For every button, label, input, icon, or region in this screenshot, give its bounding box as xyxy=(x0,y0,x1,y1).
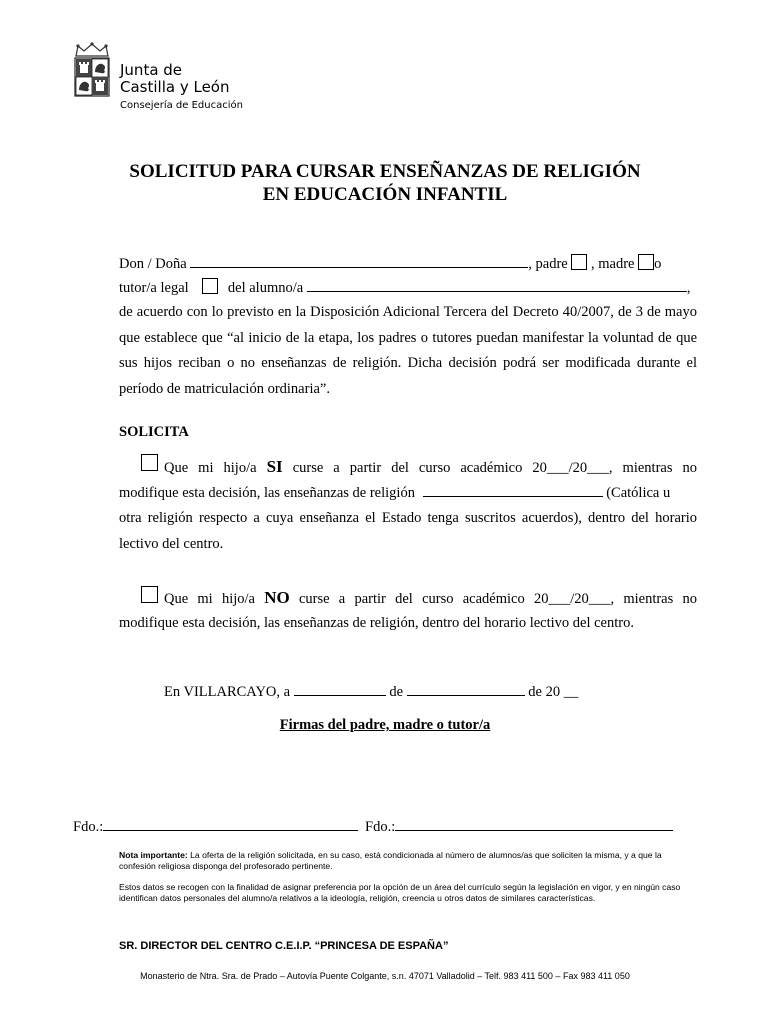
comma: , xyxy=(686,280,691,296)
no-keyword: NO xyxy=(264,588,290,607)
o-label: o xyxy=(654,256,662,272)
padre-checkbox[interactable] xyxy=(571,254,587,270)
day-field[interactable] xyxy=(294,682,386,696)
option-si-line2: modifique esta decisión, las enseñanzas de religión (Católica u xyxy=(119,485,671,501)
organization-name xyxy=(120,62,229,96)
signatures-heading: Firmas del padre, madre o tutor/a xyxy=(279,717,491,733)
option-si-line1: Que mi hijo/a SI curse a partir del curso académico 20___/20___, mientras no xyxy=(164,457,698,476)
org-name-line1: Junta de xyxy=(120,61,183,79)
signature-field-1[interactable] xyxy=(103,817,358,831)
signature-line-2: Fdo.: xyxy=(365,817,673,836)
religion-field[interactable] xyxy=(423,483,603,497)
option-si-checkbox[interactable] xyxy=(141,454,158,471)
recipient: SR. DIRECTOR DEL CENTRO C.E.I.P. “PRINCESA DE ESPAÑA” xyxy=(119,940,449,952)
option-no-rest: modifique esta decisión, las enseñanzas de religión, dentro del horario lectivo del centro. xyxy=(119,615,634,631)
tutor-legal-checkbox[interactable] xyxy=(202,278,218,294)
solicita-heading: SOLICITA xyxy=(119,424,189,440)
don-dona-label: Don / Doña xyxy=(119,256,187,272)
important-note: Nota importante: La oferta de la religión solicitada, en su caso, está condicionada al número de alumnos/as que soliciten la misma, y a que la confesión religiosa disponga del profesorado pertinente. xyxy=(119,850,662,871)
tutor-legal-label: tutor/a legal xyxy=(119,280,189,296)
student-name-field[interactable] xyxy=(307,278,687,292)
del-alumno-label: del alumno/a xyxy=(227,280,304,296)
coat-of-arms-logo xyxy=(72,42,112,100)
org-name-line2: Castilla y León xyxy=(120,78,230,96)
footer-address: Monasterio de Ntra. Sra. de Prado – Autovía Puente Colgante, s.n. 47071 Valladolid – Telf. 983 411 500 – Fax 983 411 050 xyxy=(140,971,630,981)
month-field[interactable] xyxy=(407,682,525,696)
title-line1: SOLICITUD PARA CURSAR ENSEÑANZAS DE RELIGIÓN xyxy=(129,161,641,182)
option-no-line1: Que mi hijo/a NO curse a partir del curso académico 20___/20___, mientras no xyxy=(164,588,698,607)
si-keyword: SI xyxy=(266,457,283,476)
signature-field-2[interactable] xyxy=(395,817,673,831)
department-name: Consejería de Educación xyxy=(120,100,243,111)
intro-line-1 xyxy=(119,252,697,278)
option-si-rest: otra religión respecto a cuya enseñanza el Estado tenga suscritos acuerdos), dentro del horario lectivo del centro. xyxy=(119,510,697,552)
signature-line-1: Fdo.: xyxy=(73,817,358,836)
intro-line-2 xyxy=(119,276,697,302)
option-no-checkbox[interactable] xyxy=(141,586,158,603)
madre-label: , madre xyxy=(591,256,635,272)
place-date-line: En VILLARCAYO, a de de 20 __ xyxy=(164,684,579,700)
document-title xyxy=(0,160,770,206)
title-line2: EN EDUCACIÓN INFANTIL xyxy=(262,184,508,205)
madre-checkbox[interactable] xyxy=(638,254,654,270)
padre-label: , padre xyxy=(528,256,568,272)
privacy-note: Estos datos se recogen con la finalidad de asignar preferencia por la opción de un área del currículo según la legislación en vigor, y en ningún caso identifican datos personales del alumno/a relativos a la ideología, religión, creencia u otros datos de similares características. xyxy=(119,882,681,903)
parent-name-field[interactable] xyxy=(190,254,528,268)
important-note-label: Nota importante: xyxy=(119,850,188,860)
intro-paragraph: de acuerdo con lo previsto en la Disposición Adicional Tercera del Decreto 40/2007, de 3 de mayo que establece que “al inicio de la etapa, los padres o tutores puedan manifestar la voluntad de que sus hijos reciban o no enseñanzas de religión. Dicha decisión podrá ser modificada durante el período de matriculación ordinaria”. xyxy=(119,304,697,397)
